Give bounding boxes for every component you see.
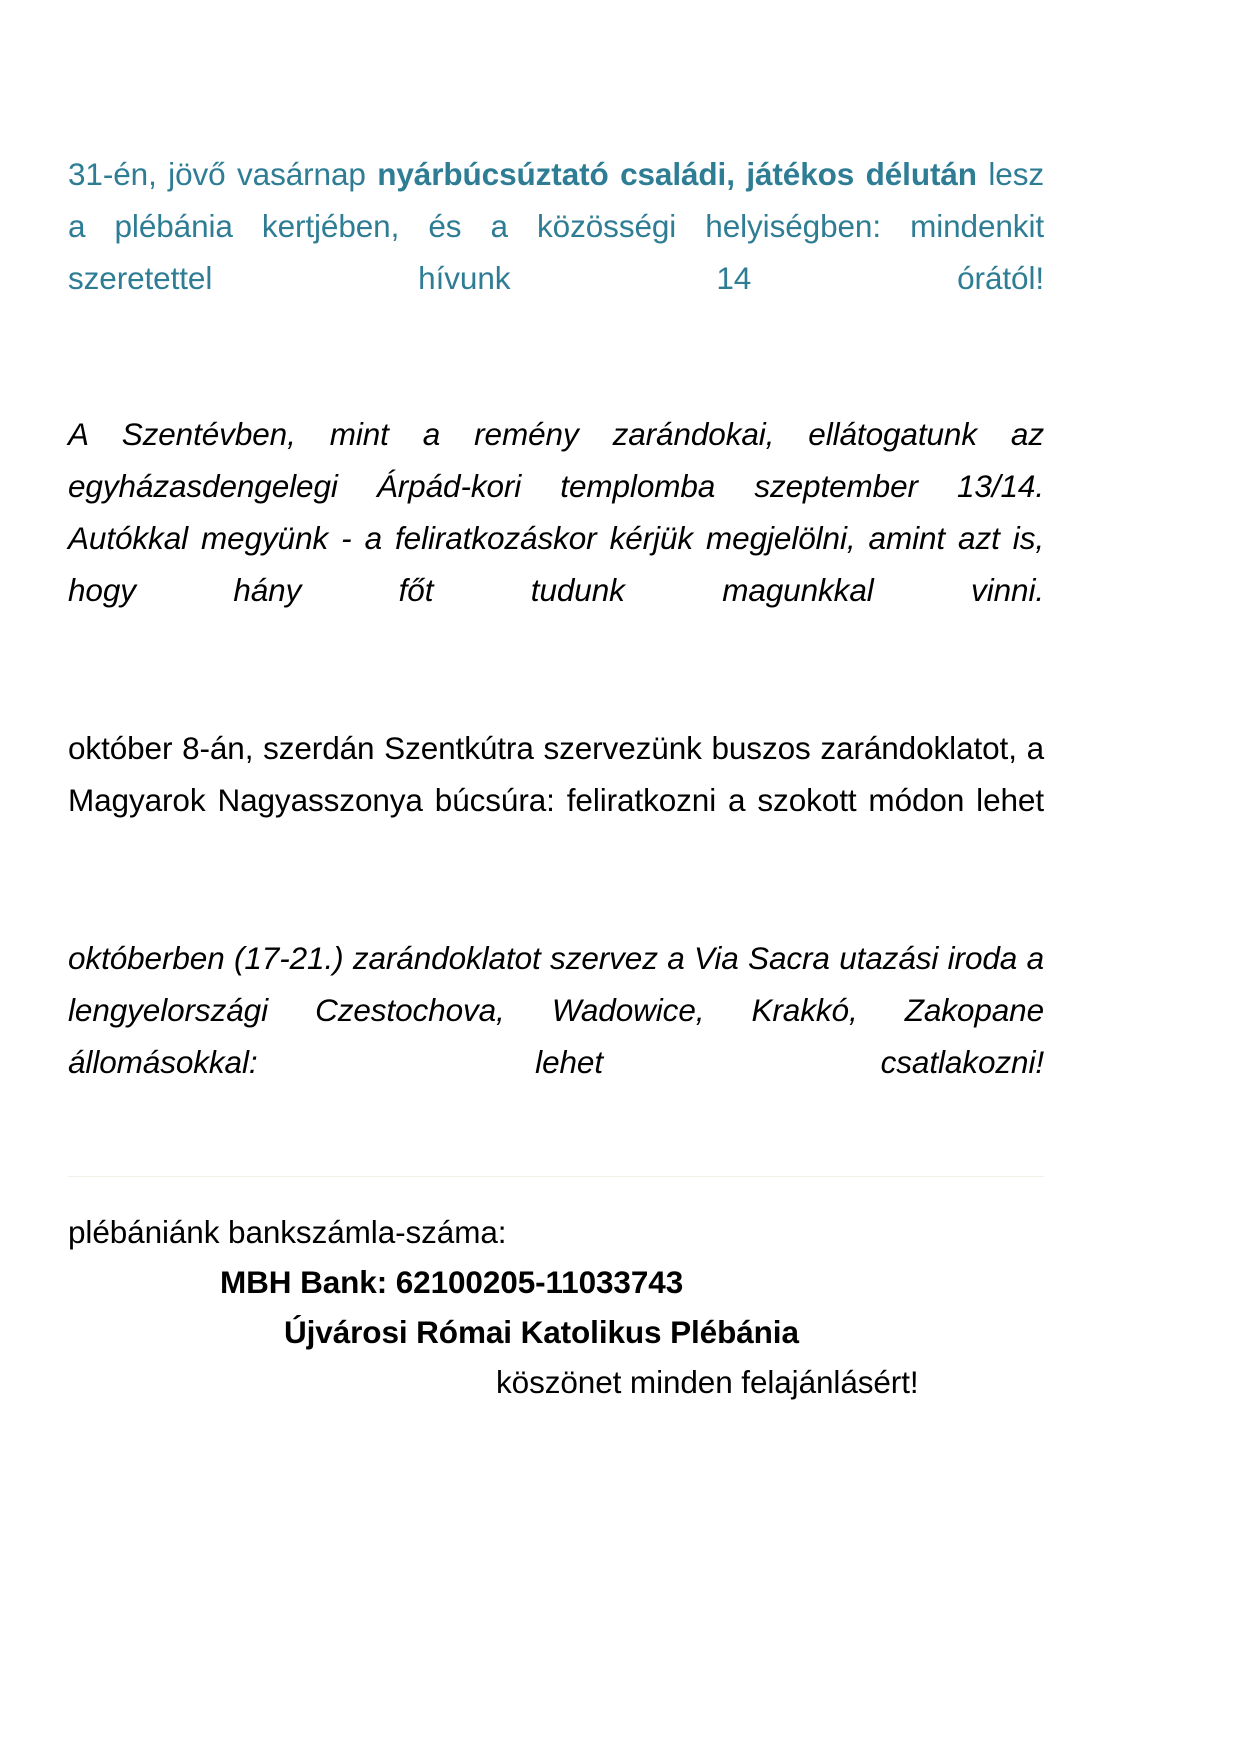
viasacra-pilgrimage-paragraph: októberben (17-21.) zarándoklatot szervez a Via Sacra utazási iroda a lengyelországi Czestochova, Wadowice, Krakkó, Zakopane állomásokkal: lehet csatlakozni! (68, 940, 1044, 1080)
announcement-bold-text: nyárbúcsúztató családi, játékos délután (377, 156, 977, 192)
announcement-tail-text: lesz a plébánia kertjében, és a közösségi helyiségben: mindenkit szeretettel hívunk 14 órától! (68, 156, 1045, 296)
bank-account-label: plébániánk bankszámla-száma: (68, 1214, 507, 1250)
announcement-paragraph (68, 148, 1044, 356)
dengeleg-pilgrimage-paragraph: A Szentévben, mint a remény zarándokai, ellátogatunk az egyházasdengelegi Árpád-kori templomba szeptember 13/14. Autókkal megyünk - a feliratkozáskor kérjük megjelölni, amint azt is, hogy hány főt tudunk magunkkal vinni. (68, 416, 1044, 608)
section-divider (68, 1176, 1044, 1177)
parish-name: Újvárosi Római Katolikus Plébánia (284, 1314, 799, 1350)
donation-thanks-note: köszönet minden felajánlásért! (496, 1364, 919, 1400)
spacer-2 (68, 668, 1044, 722)
announcement-lead-text: 31-én, jövő vasárnap (68, 156, 378, 192)
szentkut-pilgrimage-paragraph: október 8-án, szerdán Szentkútra szervezünk buszos zarándoklatot, a Magyarok Nagyasszonya búcsúra: feliratkozni a szokott módon lehet (68, 730, 1044, 818)
bank-details-block (68, 1207, 1044, 1407)
bank-account-number: MBH Bank: 62100205-11033743 (220, 1264, 684, 1300)
spacer-1 (68, 356, 1044, 408)
spacer-3 (68, 878, 1044, 932)
document-content (68, 148, 1044, 1407)
